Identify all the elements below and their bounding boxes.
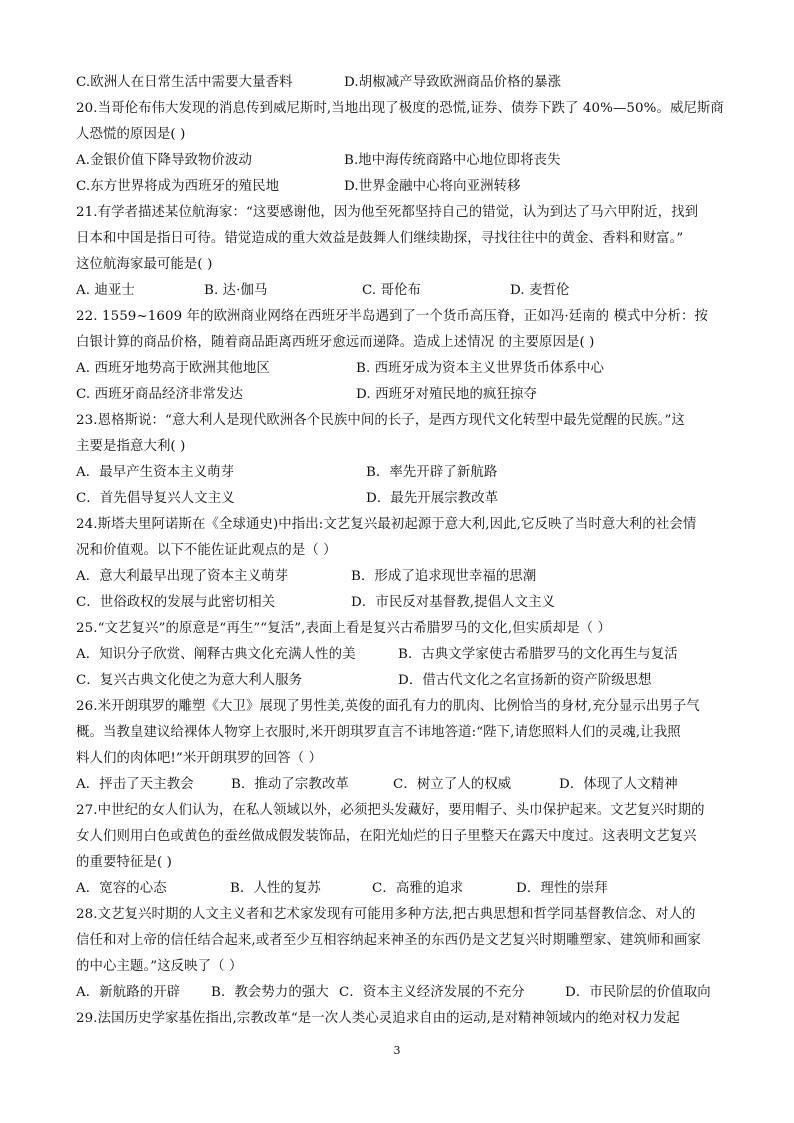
q25-option-c: C．复兴古典文化使之为意大利人服务 xyxy=(76,673,303,688)
q25-option-a: A．知识分子欣赏、阐释古典文化充满人性的美 xyxy=(76,647,356,662)
q22-options-row xyxy=(76,356,726,382)
q22-stem-line: 22. 1559~1609 年的欧洲商业网络在西班牙半岛遇到了一个货币高压脊，正如冯·廷南的 模式中分析：按 xyxy=(76,309,708,324)
q28-option-c: C．资本主义经济发展的不充分 xyxy=(339,985,525,1000)
q22-options-row xyxy=(76,382,726,408)
q26-options-row xyxy=(76,772,726,798)
q20-stem-line: 人恐慌的原因是( ) xyxy=(76,127,186,142)
q24-options-row xyxy=(76,564,726,590)
q26-option-d: D．体现了人文精神 xyxy=(559,777,678,792)
q22-option-c: C. 西班牙商品经济非常发达 xyxy=(76,387,243,402)
q26-stem-line: 26.米开朗琪罗的雕塑《大卫》展现了男性美,英俊的面孔有力的肌肉、比例恰当的身材,充分显示出男子气 xyxy=(76,699,700,714)
q28-stem-line: 信任和对上帝的信任结合起来,或者至少互相容纳起来神圣的东西仍是文艺复兴时期雕塑家、建筑师和画家 xyxy=(76,933,701,948)
q27-stem-line: 女人们则用白色或黄色的蚕丝做成假发装饰品，在阳光灿烂的日子里整天在露天中度过。这表明文艺复兴 xyxy=(76,829,697,844)
q27-stem-line: 的重要特征是( ) xyxy=(76,855,172,870)
q20-option-a: A.金银价值下降导致物价波动 xyxy=(76,153,253,168)
q23-options-row xyxy=(76,460,726,486)
q20-options-row xyxy=(76,148,726,174)
q28-option-a: A．新航路的开辟 xyxy=(76,985,181,1000)
q24-options-row xyxy=(76,590,726,616)
q19-option-d: D.胡椒减产导致欧洲商品价格的暴涨 xyxy=(344,75,562,90)
q27-option-b: B．人性的复苏 xyxy=(230,881,321,896)
q26-stem-line: 概。当教皇建议给裸体人物穿上衣服时,米开朗琪罗直言不讳地答道:“陛下,请您照料人们的灵魂,让我照 xyxy=(76,725,681,740)
q27-option-c: C．高雅的追求 xyxy=(372,881,464,896)
q24-option-c: C．世俗政权的发展与此密切相关 xyxy=(76,595,276,610)
q23-option-b: B．率先开辟了新航路 xyxy=(366,465,498,480)
q28-stem-line: 28.文艺复兴时期的人文主义者和艺术家发现有可能用多种方法,把古典思想和哲学同基督教信念、对人的 xyxy=(76,907,696,922)
q25-options-row xyxy=(76,642,726,668)
q27-stem-line: 27.中世纪的女人们认为，在私人领域以外，必须把头发藏好，要用帽子、头巾保护起来。文艺复兴时期的 xyxy=(76,803,705,818)
q20-options-row xyxy=(76,174,726,200)
q26-option-c: C．树立了人的权威 xyxy=(393,777,512,792)
page-number: 3 xyxy=(393,1044,401,1057)
q20-option-b: B.地中海传统商路中心地位即将丧失 xyxy=(344,153,561,168)
q22-option-a: A. 西班牙地势高于欧洲其他地区 xyxy=(76,361,270,376)
q24-option-d: D．市民反对基督教,提倡人文主义 xyxy=(351,595,556,610)
q21-option-b: B. 达·伽马 xyxy=(204,283,268,298)
q27-option-d: D．理性的崇拜 xyxy=(516,881,608,896)
q21-option-a: A. 迪亚士 xyxy=(76,283,135,298)
q23-option-a: A．最早产生资本主义萌芽 xyxy=(76,465,235,480)
q22-stem-line: 白银计算的商品价格，随着商品距离西班牙愈远而递降。造成上述情况 的主要原因是( ) xyxy=(76,335,595,350)
q23-option-c: C．首先倡导复兴人文主义 xyxy=(76,491,235,506)
q28-option-b: B．教会势力的强大 xyxy=(211,985,329,1000)
q20-stem-line: 20.当哥伦布伟大发现的消息传到威尼斯时,当地出现了极度的恐慌,证券、债券下跌了 40%—50%。威尼斯商 xyxy=(76,101,724,116)
q21-stem-line: 日本和中国是指日可待。错觉造成的重大效益是鼓舞人们继续勘探，寻找往往中的黄金、香料和财富。” xyxy=(76,231,684,246)
q24-stem-line: 况和价值观。以下不能佐证此观点的是（ ） xyxy=(76,543,337,558)
q25-options-row xyxy=(76,668,726,694)
q26-option-a: A．抨击了天主教会 xyxy=(76,777,194,792)
q28-stem-line: 的中心主题。”这反映了（ ） xyxy=(76,959,243,974)
q24-stem-line: 24.斯塔夫里阿诺斯在《全球通史)中指出:文艺复兴最初起源于意大利,因此,它反映了当时意大利的社会情 xyxy=(76,517,697,532)
q23-option-d: D．最先开展宗教改革 xyxy=(366,491,499,506)
q22-option-d: D. 西班牙对殖民地的疯狂掠夺 xyxy=(356,387,537,402)
q19-option-c: C.欧洲人在日常生活中需要大量香料 xyxy=(76,75,293,90)
q21-option-c: C. 哥伦布 xyxy=(362,283,422,298)
q19-options-row xyxy=(76,70,726,96)
q22-option-b: B. 西班牙成为资本主义世界货币体系中心 xyxy=(356,361,604,376)
q25-option-b: B．古典文学家使古希腊罗马的文化再生与复活 xyxy=(398,647,678,662)
q21-stem-line: 21.有学者描述某位航海家：“这要感谢他，因为他至死都坚持自己的错觉，认为到达了马六甲附近，找到 xyxy=(76,205,699,220)
q24-option-b: B．形成了追求现世幸福的思潮 xyxy=(351,569,537,584)
q20-option-d: D.世界金融中心将向亚洲转移 xyxy=(344,179,521,194)
exam-page xyxy=(76,70,726,1032)
q27-option-a: A．宽容的心态 xyxy=(76,881,167,896)
q28-option-d: D．市民阶层的价值取向 xyxy=(565,985,711,1000)
q20-option-c: C.东方世界将成为西班牙的殖民地 xyxy=(76,179,280,194)
q24-option-a: A．意大利最早出现了资本主义萌芽 xyxy=(76,569,289,584)
q23-options-row xyxy=(76,486,726,512)
q21-option-d: D. 麦哲伦 xyxy=(510,283,570,298)
q26-option-b: B．推动了宗教改革 xyxy=(231,777,349,792)
q27-options-row xyxy=(76,876,726,902)
q25-stem-line: 25.“文艺复兴”的原意是“再生”“复活”,表面上看是复兴古希腊罗马的文化,但实质却是（ ） xyxy=(76,621,612,636)
q25-option-d: D．借古代文化之名宣扬新的资产阶级思想 xyxy=(398,673,652,688)
q21-options-row xyxy=(76,278,726,304)
q23-stem-line: 23.恩格斯说：“意大利人是现代欧洲各个民族中间的长子，是西方现代文化转型中最先觉醒的民族。”这 xyxy=(76,413,685,428)
q26-stem-line: 料人们的肉体吧!”米开朗琪罗的回答（ ） xyxy=(76,751,323,766)
q21-stem-line: 这位航海家最可能是( ) xyxy=(76,257,213,272)
q28-options-row xyxy=(76,980,726,1006)
q23-stem-line: 主要是指意大利( ) xyxy=(76,439,186,454)
q29-stem-line: 29.法国历史学家基佐指出,宗教改革“是一次人类心灵追求自由的运动,是对精神领域内的绝对权力发起 xyxy=(76,1011,680,1026)
